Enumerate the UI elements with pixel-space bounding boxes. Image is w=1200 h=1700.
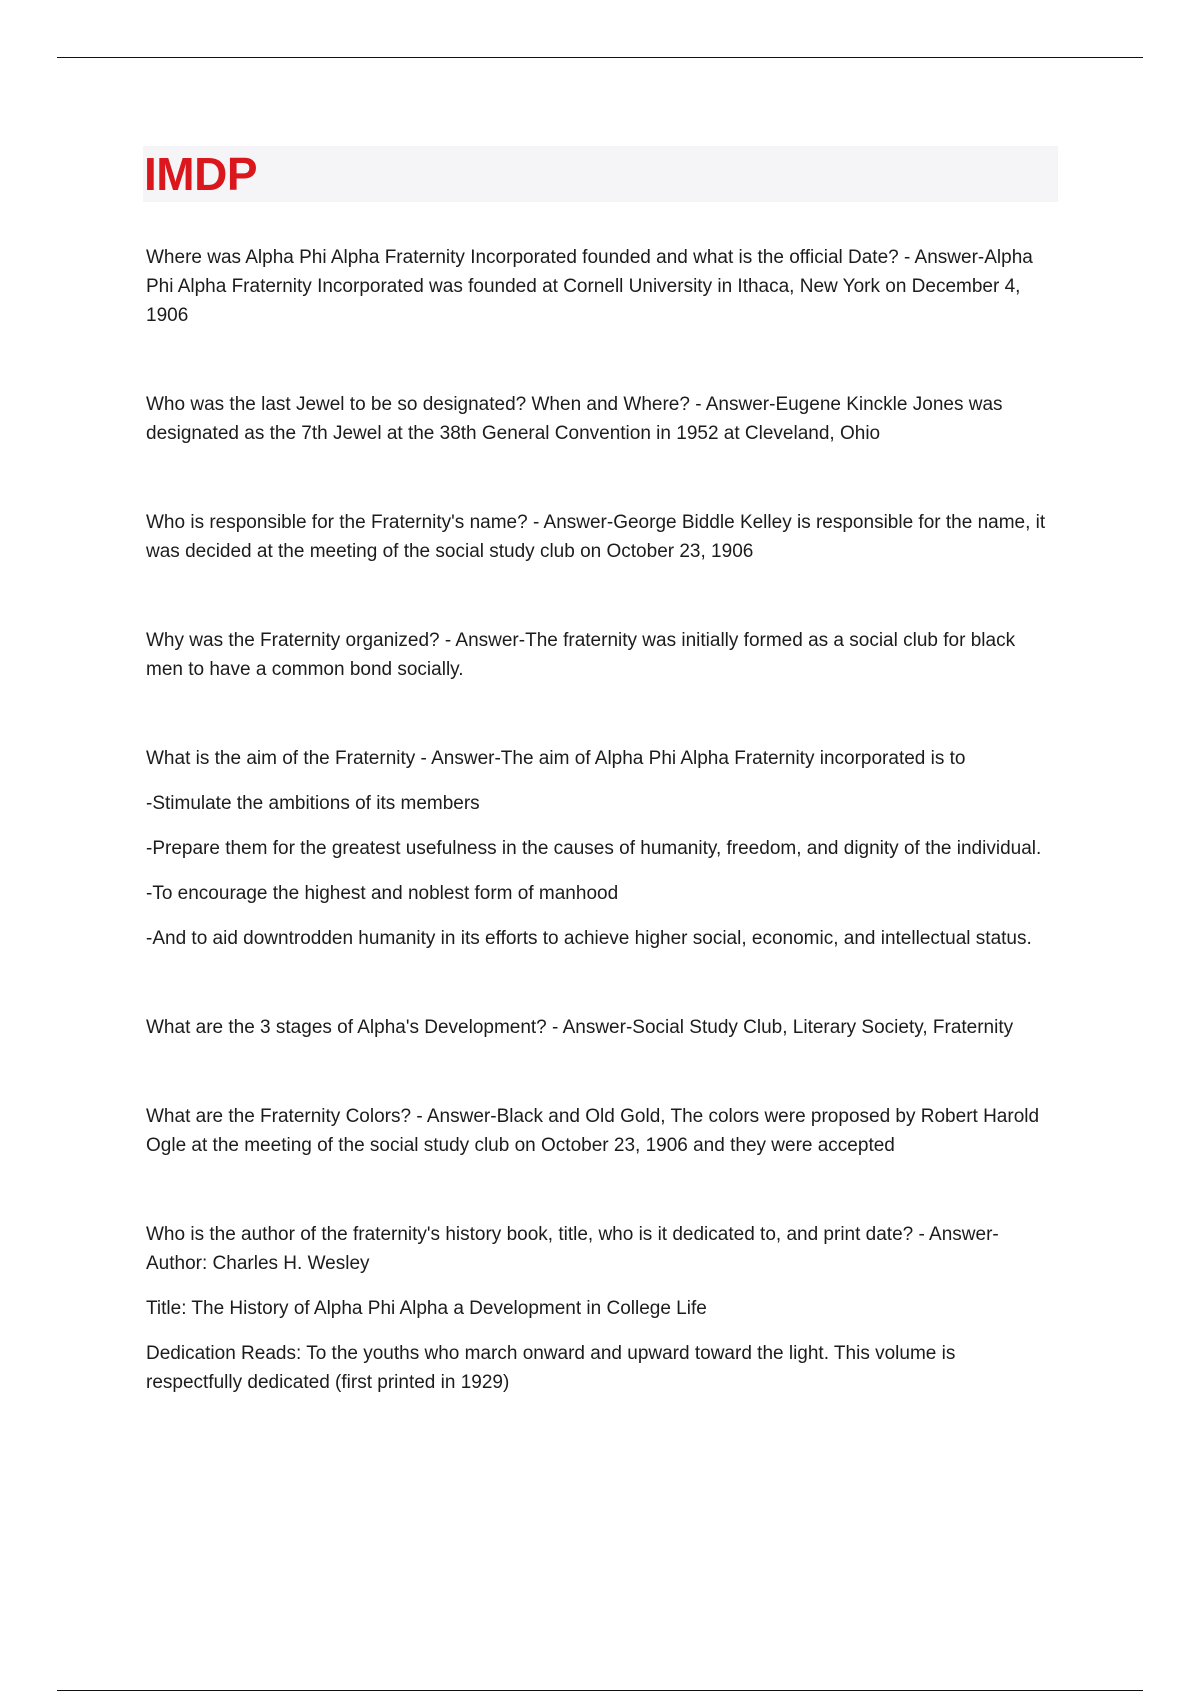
qa-paragraph: What are the Fraternity Colors? - Answer-Black and Old Gold, The colors were proposed by Robert Harold Ogle at the meeting of the social study club on October 23, 1906 and they were accepted (146, 1106, 1040, 1156)
qa-paragraph: Why was the Fraternity organized? - Answer-The fraternity was initially formed as a social club for black men to have a common bond socially. (146, 630, 1016, 680)
qa-entry (146, 1013, 1046, 1042)
qa-entry (146, 1220, 1046, 1397)
qa-entry (146, 508, 1046, 566)
header-band (143, 146, 1058, 202)
qa-paragraph: What are the 3 stages of Alpha's Development? - Answer-Social Study Club, Literary Society, Fraternity (146, 1017, 1014, 1038)
qa-paragraph: What is the aim of the Fraternity - Answer-The aim of Alpha Phi Alpha Fraternity incorporated is to (146, 748, 966, 769)
qa-paragraph: Title: The History of Alpha Phi Alpha a Development in College Life (146, 1298, 707, 1319)
qa-entry (146, 390, 1046, 448)
qa-paragraph: -Stimulate the ambitions of its members (146, 793, 480, 814)
qa-entry (146, 744, 1046, 953)
qa-entry (146, 626, 1046, 684)
qa-paragraph: -To encourage the highest and noblest form of manhood (146, 883, 619, 904)
qa-paragraph: Where was Alpha Phi Alpha Fraternity Incorporated founded and what is the official Date? - Answer-Alpha Phi Alpha Fraternity Incorporated was founded at Cornell University in Ithaca, New York on December 4, 1906 (146, 247, 1033, 326)
qa-paragraph: Who is responsible for the Fraternity's name? - Answer-George Biddle Kelley is responsible for the name, it was decided at the meeting of the social study club on October 23, 1906 (146, 512, 1046, 562)
qa-paragraph: -And to aid downtrodden humanity in its efforts to achieve higher social, economic, and intellectual status. (146, 928, 1032, 949)
qa-paragraph: -Prepare them for the greatest usefulness in the causes of humanity, freedom, and dignity of the individual. (146, 838, 1042, 859)
bottom-rule (57, 1690, 1143, 1691)
qa-entry (146, 1102, 1046, 1160)
brand-logo: IMDP (144, 148, 257, 200)
qa-paragraph: Who is the author of the fraternity's history book, title, who is it dedicated to, and print date? - Answer-Author: Charles H. Wesley (146, 1224, 999, 1274)
document-body (146, 243, 1046, 1397)
qa-paragraph: Dedication Reads: To the youths who march onward and upward toward the light. This volume is respectfully dedicated (first printed in 1929) (146, 1343, 956, 1393)
qa-paragraph: Who was the last Jewel to be so designated? When and Where? - Answer-Eugene Kinckle Jones was designated as the 7th Jewel at the 38th General Convention in 1952 at Cleveland, Ohio (146, 394, 1003, 444)
top-rule (57, 57, 1143, 58)
qa-entry (146, 243, 1046, 330)
